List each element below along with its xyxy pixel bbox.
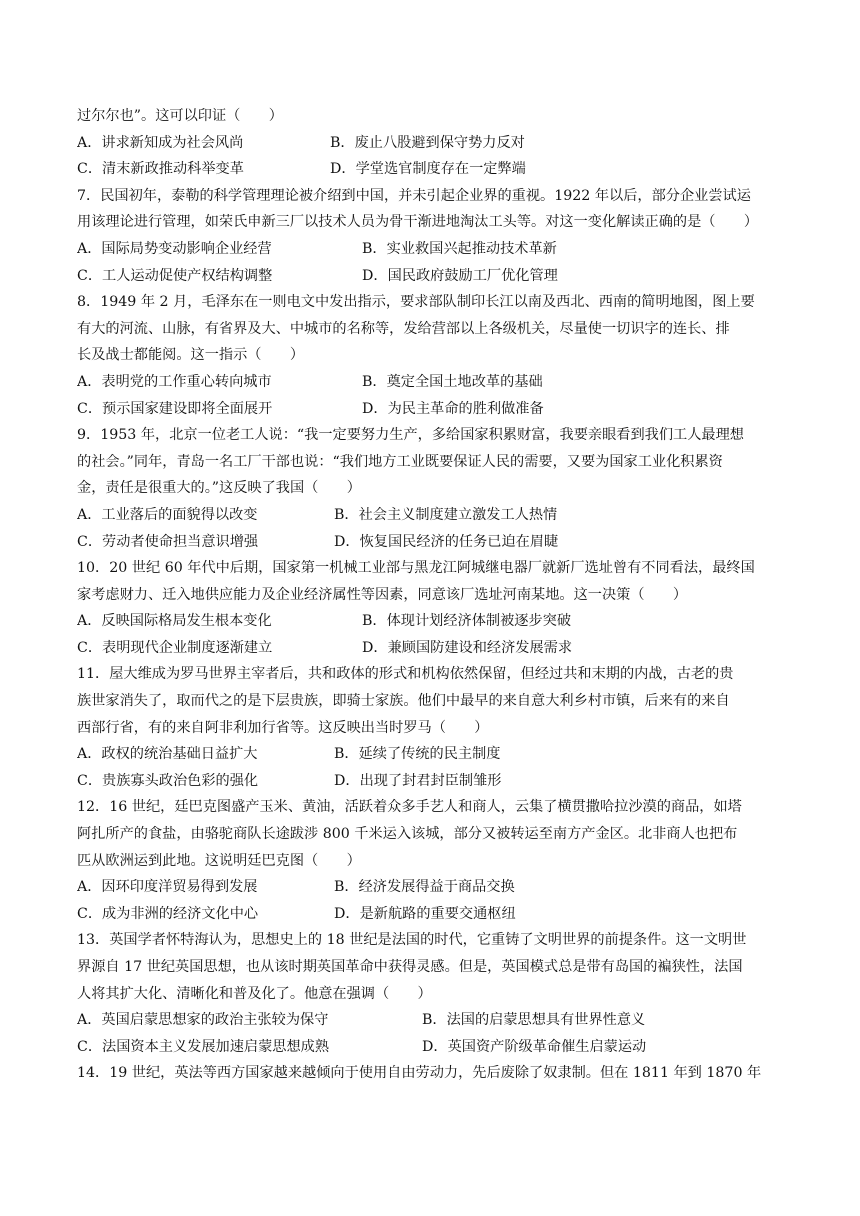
option-right: D．学堂选官制度存在一定弊端 [330,161,526,178]
option-right: B．法国的启蒙思想具有世界性意义 [422,1012,646,1029]
option-row [77,369,785,396]
question-text-line: 有大的河流、山脉，有省界及大、中城市的名称等，发给营部以上各级机关，尽量使一切识字的连长、排 [77,320,730,337]
option-row [77,874,785,901]
option-row [77,901,785,928]
question-text-line: 10．20 世纪 60 年代中后期，国家第一机械工业部与黑龙江阿城继电器厂就新厂选址曾有不同看法，最终国 [77,560,755,577]
option-right: B．废止八股避到保守势力反对 [330,134,525,151]
option-row [77,396,785,423]
question-text-line: 13．英国学者怀特海认为，思想史上的 18 世纪是法国的时代，它重铸了文明世界的前提条件。这一文明世 [77,932,747,949]
question-text-line: 阿扎所产的食盐，由骆驼商队长途跋涉 800 千米运入该城，部分又被转运至南方产金区。北非商人也把布 [77,826,738,843]
option-left: C．预示国家建设即将全面展开 [77,400,273,417]
question-text-line: 7．民国初年，泰勒的科学管理理论被介绍到中国，并未引起企业界的重视。1922 年以后，部分企业尝试运 [77,187,751,204]
option-row [77,263,785,290]
exam-page [77,103,785,1087]
option-left: A．英国启蒙思想家的政治主张较为保守 [77,1012,329,1029]
option-row [77,236,785,263]
question-text-line: 9．1953 年，北京一位老工人说：“我一定要努力生产，多给国家积累财富，我要亲眼看到我们工人最理想 [77,427,744,444]
question-text-line: 家考虑财力、迁入地供应能力及企业经济属性等因素，同意该厂选址河南某地。这一决策（ ） [77,586,688,603]
option-right: B．实业救国兴起推动技术革新 [362,240,557,257]
question-text-line: 族世家消失了，取而代之的是下层贵族，即骑士家族。他们中最早的来自意大利乡村市镇，后来有的来自 [77,693,730,710]
option-row [77,635,785,662]
question-text-line: 长及战士都能阅。这一指示（ ） [77,347,305,364]
option-left: A．反映国际格局发生根本变化 [77,613,272,630]
question-text-line: 11．屋大维成为罗马世界主宰者后，共和政体的形式和机构依然保留，但经过共和末期的内战，古老的贵 [77,666,734,683]
option-left: C．法国资本主义发展加速启蒙思想成熟 [77,1038,330,1055]
option-right: D．是新航路的重要交通枢纽 [334,905,516,922]
question-text-line: 界源自 17 世纪英国思想，也从该时期英国革命中获得灵感。但是，英国模式总是带有岛国的褊狭性，法国 [77,959,743,975]
option-left: C．劳动者使命担当意识增强 [77,533,259,550]
option-row [77,741,785,768]
question-text-line: 西部行省，有的来自阿非利加行省等。这反映出当时罗马（ ） [77,719,489,736]
option-right: D．国民政府鼓励工厂优化管理 [362,267,558,284]
option-left: C．贵族寡头政治色彩的强化 [77,772,259,789]
question-text-line: 过尔尔也”。这可以印证（ ） [77,108,283,124]
option-left: A．表明党的工作重心转向城市 [77,373,272,390]
question-text-line: 人将其扩大化、清晰化和普及化了。他意在强调（ ） [77,985,432,1002]
option-right: B．奠定全国土地改革的基础 [362,373,543,390]
option-right: D．为民主革命的胜利做准备 [362,400,544,417]
option-right: D．兼顾国防建设和经济发展需求 [362,639,573,656]
option-left: C．工人运动促使产权结构调整 [77,267,273,284]
option-row [77,156,785,183]
option-left: A．因环印度洋贸易得到发展 [77,879,258,896]
option-left: A．政权的统治基础日益扩大 [77,746,258,763]
question-text-line: 12．16 世纪，廷巴克图盛产玉米、黄油，活跃着众多手艺人和商人，云集了横贯撒哈拉沙漠的商品，如塔 [77,799,742,816]
option-left: A．讲求新知成为社会风尚 [77,134,244,151]
option-row [77,502,785,529]
option-right: B．经济发展得益于商品交换 [334,879,515,896]
option-left: A．国际局势变动影响企业经营 [77,240,272,257]
option-right: B．延续了传统的民主制度 [334,746,501,763]
option-right: D．恢复国民经济的任务已迫在眉睫 [334,533,559,550]
question-text-line: 匹从欧洲运到此地。这说明廷巴克图（ ） [77,852,361,869]
option-right: D．出现了封君封臣制雏形 [334,772,502,789]
option-row [77,1034,785,1061]
option-left: A．工业落后的面貌得以改变 [77,506,258,523]
option-left: C．清末新政推动科举变革 [77,161,244,178]
option-right: B．社会主义制度建立激发工人热情 [334,506,558,523]
question-text-line: 8．1949 年 2 月，毛泽东在一则电文中发出指示，要求部队制印长江以南及西北、西南的简明地图，图上要 [77,294,755,311]
option-row [77,608,785,635]
option-row [77,130,785,157]
option-row [77,768,785,795]
option-left: C．表明现代企业制度逐渐建立 [77,639,273,656]
option-right: B．体现计划经济体制被逐步突破 [362,613,572,630]
question-text-line: 用该理论进行管理，如荣氏申新三厂以技术人员为骨干渐进地淘汰工头等。对这一变化解读正确的是（ ） [77,214,759,231]
option-right: D．英国资产阶级革命催生启蒙运动 [422,1038,647,1055]
option-row [77,529,785,556]
question-text-line: 金，责任是很重大的。”这反映了我国（ ） [77,480,361,497]
option-left: C．成为非洲的经济文化中心 [77,905,259,922]
question-text-line: 14．19 世纪，英法等西方国家越来越倾向于使用自由劳动力，先后废除了奴隶制。但在 1811 年到 1870 年 [77,1065,762,1082]
option-row [77,1007,785,1034]
question-text-line: 的社会。”同年，青岛一名工厂干部也说：“我们地方工业既要保证人民的需要，又要为国家工业化积累资 [77,453,723,470]
